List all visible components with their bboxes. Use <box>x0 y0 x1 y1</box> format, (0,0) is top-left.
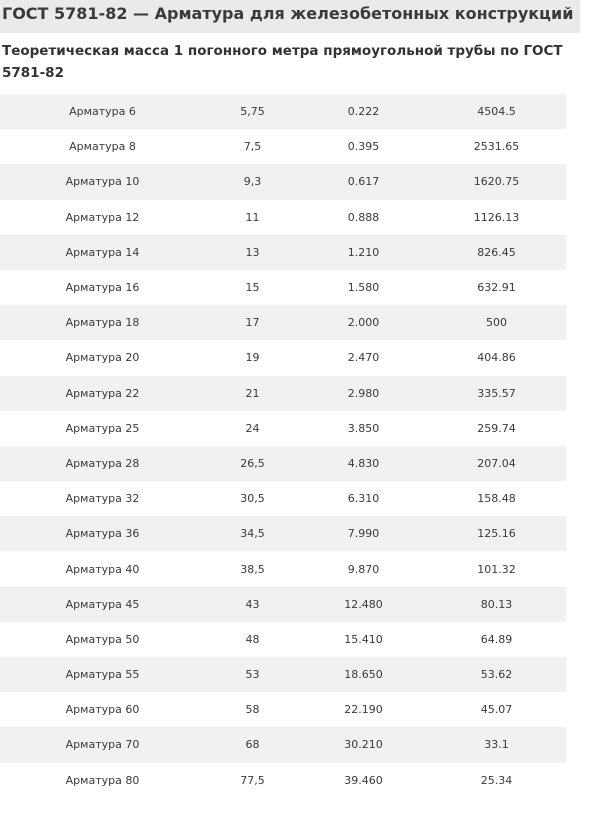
diameter-cell: 30,5 <box>240 492 265 506</box>
rebar-name-cell: Арматура 22 <box>65 386 140 400</box>
mass-per-meter-cell: 30.210 <box>344 738 383 752</box>
table-row <box>0 446 566 481</box>
rebar-name-cell: Арматура 6 <box>69 105 136 119</box>
diameter-cell: 53 <box>245 668 260 682</box>
diameter-cell: 17 <box>245 316 260 330</box>
rebar-name-cell: Арматура 70 <box>65 738 140 752</box>
table-row <box>0 516 566 551</box>
mass-per-meter-cell: 7.990 <box>347 527 380 541</box>
table-row <box>0 587 566 622</box>
mass-per-meter-cell: 12.480 <box>344 597 383 611</box>
rebar-name-cell: Арматура 20 <box>65 351 140 365</box>
page-title-bar <box>0 0 580 33</box>
meters-per-ton-cell: 25.34 <box>480 773 513 787</box>
diameter-cell: 15 <box>245 281 260 295</box>
mass-per-meter-cell: 0.617 <box>347 175 380 189</box>
rebar-name-cell: Арматура 12 <box>65 210 140 224</box>
rebar-name-cell: Арматура 28 <box>65 456 140 470</box>
mass-per-meter-cell: 9.870 <box>347 562 380 576</box>
meters-per-ton-cell: 335.57 <box>477 386 516 400</box>
rebar-mass-table <box>0 94 566 798</box>
diameter-cell: 21 <box>245 386 260 400</box>
mass-per-meter-cell: 1.210 <box>347 245 380 259</box>
diameter-cell: 68 <box>245 738 260 752</box>
table-row <box>0 200 566 235</box>
mass-per-meter-cell: 2.470 <box>347 351 380 365</box>
rebar-name-cell: Арматура 50 <box>65 632 140 646</box>
diameter-cell: 38,5 <box>240 562 265 576</box>
mass-per-meter-cell: 0.395 <box>347 140 380 154</box>
table-row <box>0 270 566 305</box>
table-row <box>0 129 566 164</box>
diameter-cell: 11 <box>245 210 260 224</box>
mass-per-meter-cell: 18.650 <box>344 668 383 682</box>
diameter-cell: 9,3 <box>243 175 262 189</box>
table-caption: Теоретическая масса 1 погонного метра прямоугольной трубы по ГОСТ 5781-82 <box>2 43 563 81</box>
rebar-name-cell: Арматура 36 <box>65 527 140 541</box>
mass-per-meter-cell: 3.850 <box>347 421 380 435</box>
table-row <box>0 763 566 798</box>
diameter-cell: 26,5 <box>240 456 265 470</box>
rebar-name-cell: Арматура 25 <box>65 421 140 435</box>
mass-per-meter-cell: 2.980 <box>347 386 380 400</box>
mass-per-meter-cell: 2.000 <box>347 316 380 330</box>
table-row <box>0 481 566 516</box>
meters-per-ton-cell: 4504.5 <box>477 105 516 119</box>
diameter-cell: 19 <box>245 351 260 365</box>
diameter-cell: 77,5 <box>240 773 265 787</box>
meters-per-ton-cell: 33.1 <box>484 738 509 752</box>
meters-per-ton-cell: 632.91 <box>477 281 516 295</box>
diameter-cell: 5,75 <box>240 105 265 119</box>
rebar-name-cell: Арматура 40 <box>65 562 140 576</box>
table-row <box>0 657 566 692</box>
table-row <box>0 235 566 270</box>
meters-per-ton-cell: 500 <box>486 316 507 330</box>
table-row <box>0 305 566 340</box>
rebar-name-cell: Арматура 14 <box>65 245 140 259</box>
page-title: ГОСТ 5781-82 — Арматура для железобетонных конструкций <box>2 4 574 23</box>
diameter-cell: 24 <box>245 421 260 435</box>
rebar-name-cell: Арматура 16 <box>65 281 140 295</box>
diameter-cell: 7,5 <box>243 140 262 154</box>
rebar-name-cell: Арматура 80 <box>65 773 140 787</box>
rebar-name-cell: Арматура 8 <box>69 140 136 154</box>
rebar-name-cell: Арматура 55 <box>65 668 140 682</box>
rebar-name-cell: Арматура 60 <box>65 703 140 717</box>
rebar-name-cell: Арматура 45 <box>65 597 140 611</box>
diameter-cell: 34,5 <box>240 527 265 541</box>
mass-per-meter-cell: 15.410 <box>344 632 383 646</box>
mass-per-meter-cell: 4.830 <box>347 456 380 470</box>
table-row <box>0 340 566 375</box>
diameter-cell: 13 <box>245 245 260 259</box>
meters-per-ton-cell: 1620.75 <box>473 175 520 189</box>
diameter-cell: 48 <box>245 632 260 646</box>
table-row <box>0 94 566 129</box>
table-row <box>0 551 566 586</box>
table-row <box>0 622 566 657</box>
mass-per-meter-cell: 6.310 <box>347 492 380 506</box>
mass-per-meter-cell: 0.888 <box>347 210 380 224</box>
table-row <box>0 164 566 199</box>
meters-per-ton-cell: 80.13 <box>480 597 513 611</box>
table-row <box>0 727 566 762</box>
rebar-name-cell: Арматура 32 <box>65 492 140 506</box>
mass-per-meter-cell: 39.460 <box>344 773 383 787</box>
meters-per-ton-cell: 2531.65 <box>473 140 520 154</box>
meters-per-ton-cell: 125.16 <box>477 527 516 541</box>
diameter-cell: 58 <box>245 703 260 717</box>
rebar-name-cell: Арматура 10 <box>65 175 140 189</box>
meters-per-ton-cell: 259.74 <box>477 421 516 435</box>
diameter-cell: 43 <box>245 597 260 611</box>
table-row <box>0 411 566 446</box>
mass-per-meter-cell: 1.580 <box>347 281 380 295</box>
meters-per-ton-cell: 158.48 <box>477 492 516 506</box>
meters-per-ton-cell: 101.32 <box>477 562 516 576</box>
table-row <box>0 692 566 727</box>
meters-per-ton-cell: 207.04 <box>477 456 516 470</box>
meters-per-ton-cell: 404.86 <box>477 351 516 365</box>
table-row <box>0 376 566 411</box>
mass-per-meter-cell: 22.190 <box>344 703 383 717</box>
mass-per-meter-cell: 0.222 <box>347 105 380 119</box>
meters-per-ton-cell: 1126.13 <box>473 210 520 224</box>
meters-per-ton-cell: 53.62 <box>480 668 513 682</box>
meters-per-ton-cell: 826.45 <box>477 245 516 259</box>
rebar-name-cell: Арматура 18 <box>65 316 140 330</box>
meters-per-ton-cell: 64.89 <box>480 632 513 646</box>
meters-per-ton-cell: 45.07 <box>480 703 513 717</box>
